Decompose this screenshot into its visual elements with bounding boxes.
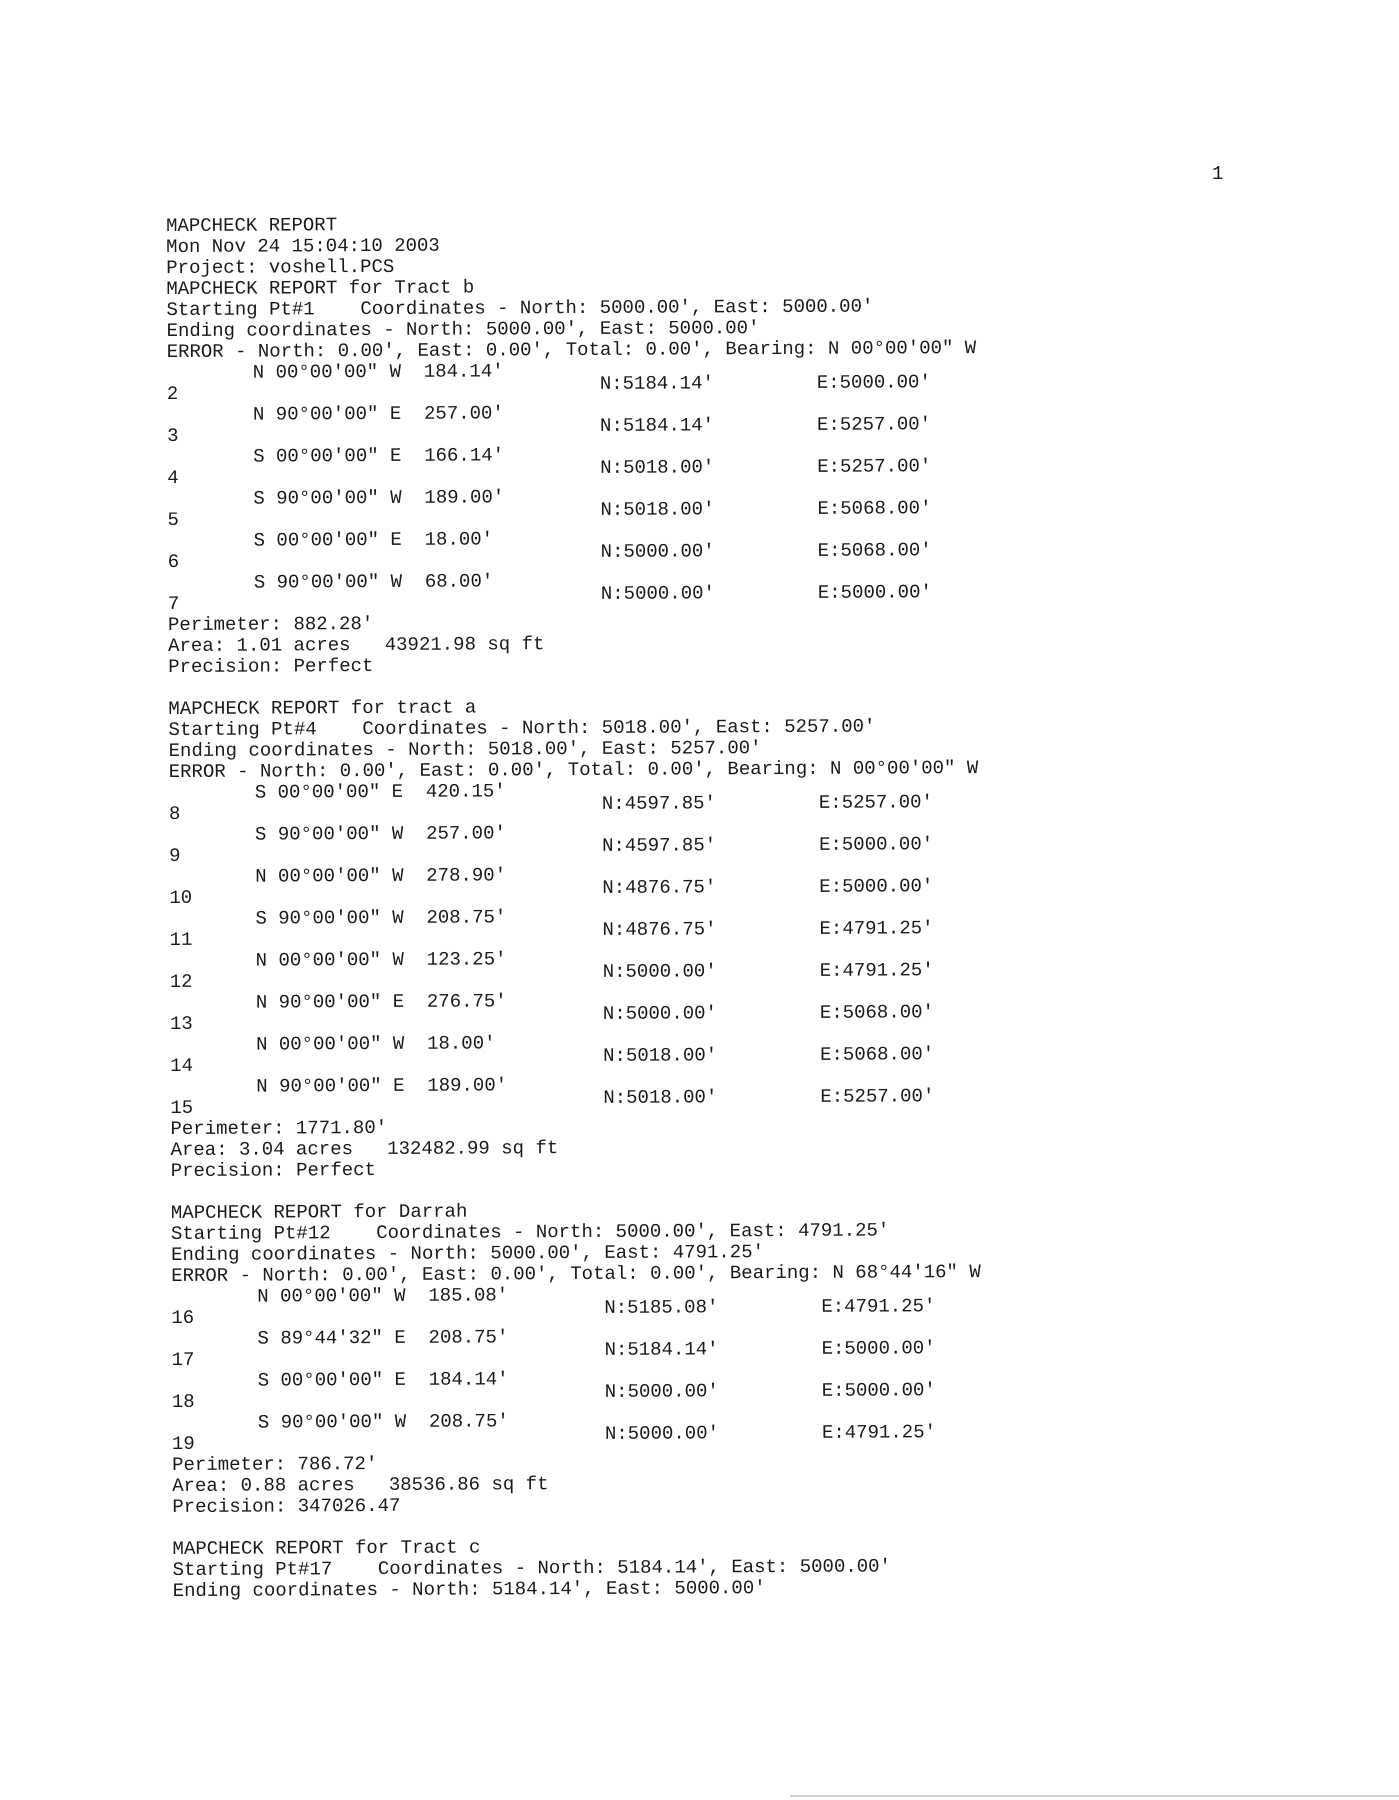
easting: E:5257.00' [816,413,932,436]
area: Area: 3.04 acres 132482.99 sq ft [170,1137,559,1161]
point-number: 7 [167,592,180,615]
closure-error: ERROR - North: 0.00', East: 0.00', Total: 0.00', Bearing: N 00°00'00" W [166,337,977,363]
easting: E:5257.00' [820,1085,935,1108]
point-number: 5 [167,508,179,531]
easting: E:4791.25' [819,959,934,982]
traverse-segment [172,1408,1272,1455]
segment-bearing-distance: N 00°00'00" W 18.00' [255,1032,496,1056]
northing: N:4876.75' [602,918,717,941]
easting: E:5000.00' [819,833,934,856]
segment-bearing-distance: S 89°44'32" E 208.75' [257,1326,509,1350]
easting: E:5000.00' [821,1379,936,1402]
page-number: 1 [1212,163,1224,185]
easting: E:5000.00' [821,1337,936,1360]
ending-coordinates: Ending coordinates - North: 5000.00', East: 4791.25' [171,1241,765,1266]
segment-bearing-distance: N 90°00'00" E 257.00' [252,402,504,426]
segment-bearing-distance: N 90°00'00" E 276.75' [255,990,507,1014]
point-number: 9 [169,844,181,867]
point-number: 2 [166,382,179,405]
easting: E:4791.25' [819,917,934,940]
northing: N:5000.00' [604,1380,719,1403]
tract-report [168,694,1270,1182]
traverse-segment [169,778,1269,825]
point-number: 18 [171,1390,195,1413]
traverse-segment [170,1072,1270,1119]
traverse-segment [172,1366,1272,1413]
traverse-segment [170,988,1270,1035]
point-number: 14 [170,1054,194,1077]
closure-error: ERROR - North: 0.00', East: 0.00', Total: 0.00', Bearing: N 68°44'16" W [171,1261,981,1287]
point-number: 12 [169,970,193,993]
reports-container [166,274,1272,1602]
point-number: 8 [168,802,181,825]
tract-report [166,274,1268,678]
report-datetime: Mon Nov 24 15:04:10 2003 [166,234,440,258]
northing: N:5000.00' [602,960,717,983]
northing: N:5184.14' [599,372,714,395]
northing: N:5184.14' [599,414,715,437]
traverse-segment [167,358,1267,405]
segment-bearing-distance: S 00°00'00" E 184.14' [257,1368,509,1392]
point-number: 4 [167,466,179,489]
northing: N:5000.00' [600,582,715,605]
northing: N:4597.85' [601,792,716,815]
easting: E:5068.00' [817,539,932,562]
easting: E:5068.00' [817,497,932,520]
segment-bearing-distance: N 00°00'00" W 185.08' [257,1284,509,1308]
starting-point: Starting Pt#17 Coordinates - North: 5184.14', East: 5000.00' [172,1555,891,1581]
report-title: MAPCHECK REPORT for Tract b [166,276,475,300]
point-number: 6 [167,550,180,573]
easting: E:5000.00' [819,875,934,898]
tract-report [172,1534,1272,1602]
precision: Precision: 347026.47 [172,1494,401,1518]
segment-bearing-distance: N 00°00'00" W 278.90' [255,864,507,888]
segment-bearing-distance: S 90°00'00" W 208.75' [255,906,507,930]
traverse-segment [169,904,1269,951]
northing: N:4876.75' [602,876,717,899]
point-number: 15 [170,1096,194,1119]
northing: N:5000.00' [602,1002,717,1025]
segment-bearing-distance: S 90°00'00" W 189.00' [253,486,505,510]
traverse-segment [167,400,1267,447]
precision: Precision: Perfect [170,1158,376,1182]
traverse-segment [168,568,1268,615]
perimeter: Perimeter: 882.28' [167,612,374,636]
northing: N:5184.14' [604,1338,719,1361]
document-title: MAPCHECK REPORT [165,214,338,237]
northing: N:4597.85' [602,834,717,857]
easting: E:5000.00' [816,371,931,394]
traverse-segment [170,1030,1270,1077]
starting-point: Starting Pt#1 Coordinates - North: 5000.00', East: 5000.00' [166,295,874,321]
closure-error: ERROR - North: 0.00', East: 0.00', Total: 0.00', Bearing: N 00°00'00" W [168,757,979,783]
point-number: 19 [171,1432,195,1455]
traverse-segment [167,442,1267,489]
report-title: MAPCHECK REPORT for tract a [168,696,477,720]
mapcheck-document [166,211,1273,1623]
traverse-segment [168,526,1268,573]
tract-report [171,1198,1273,1518]
perimeter: Perimeter: 786.72' [172,1452,378,1476]
northing: N:5018.00' [600,456,715,479]
traverse-segment [171,1282,1271,1329]
traverse-segment [167,484,1267,531]
segment-bearing-distance: S 90°00'00" W 257.00' [254,822,506,846]
easting: E:5068.00' [819,1001,934,1024]
segment-bearing-distance: N 00°00'00" W 184.14' [252,360,504,384]
precision: Precision: Perfect [168,654,374,678]
area: Area: 0.88 acres 38536.86 sq ft [172,1473,549,1497]
starting-point: Starting Pt#4 Coordinates - North: 5018.00', East: 5257.00' [168,715,876,741]
point-number: 17 [171,1348,195,1371]
point-number: 16 [171,1306,195,1329]
segment-bearing-distance: S 00°00'00" E 166.14' [253,444,505,468]
easting: E:5257.00' [818,791,933,814]
traverse-segment [169,862,1269,909]
traverse-segment [169,820,1269,867]
northing: N:5018.00' [603,1044,718,1067]
perimeter: Perimeter: 1771.80' [170,1116,388,1140]
point-number: 3 [167,424,179,447]
segment-bearing-distance: S 90°00'00" W 208.75' [257,1410,509,1434]
easting: E:5257.00' [817,455,932,478]
segment-bearing-distance: N 00°00'00" W 123.25' [255,948,507,972]
traverse-segment [171,1324,1271,1371]
northing: N:5000.00' [600,540,715,563]
report-title: MAPCHECK REPORT for Tract c [172,1536,481,1560]
traverse-segment [170,946,1270,993]
area: Area: 1.01 acres 43921.98 sq ft [168,633,545,657]
segment-bearing-distance: S 00°00'00" E 420.15' [254,780,506,804]
easting: E:5000.00' [817,581,932,604]
project-name: Project: voshell.PCS [166,255,395,279]
northing: N:5018.00' [603,1086,718,1109]
easting: E:4791.25' [821,1421,937,1444]
starting-point: Starting Pt#12 Coordinates - North: 5000.00', East: 4791.25' [170,1219,890,1245]
point-number: 10 [169,886,193,909]
scan-edge-line [790,1795,1399,1797]
segment-bearing-distance: S 00°00'00" E 18.00' [253,528,494,552]
ending-coordinates: Ending coordinates - North: 5018.00', East: 5257.00' [168,737,762,762]
northing: N:5018.00' [600,498,715,521]
point-number: 11 [169,928,193,951]
point-number: 13 [169,1012,193,1035]
segment-bearing-distance: S 90°00'00" W 68.00' [253,570,494,594]
northing: N:5000.00' [604,1422,720,1445]
report-title: MAPCHECK REPORT for Darrah [170,1200,468,1224]
ending-coordinates: Ending coordinates - North: 5000.00', East: 5000.00' [166,317,760,342]
segment-bearing-distance: N 90°00'00" E 189.00' [256,1074,508,1098]
northing: N:5185.08' [604,1296,719,1319]
easting: E:4791.25' [821,1295,936,1318]
easting: E:5068.00' [820,1043,935,1066]
ending-coordinates: Ending coordinates - North: 5184.14', East: 5000.00' [172,1577,766,1602]
